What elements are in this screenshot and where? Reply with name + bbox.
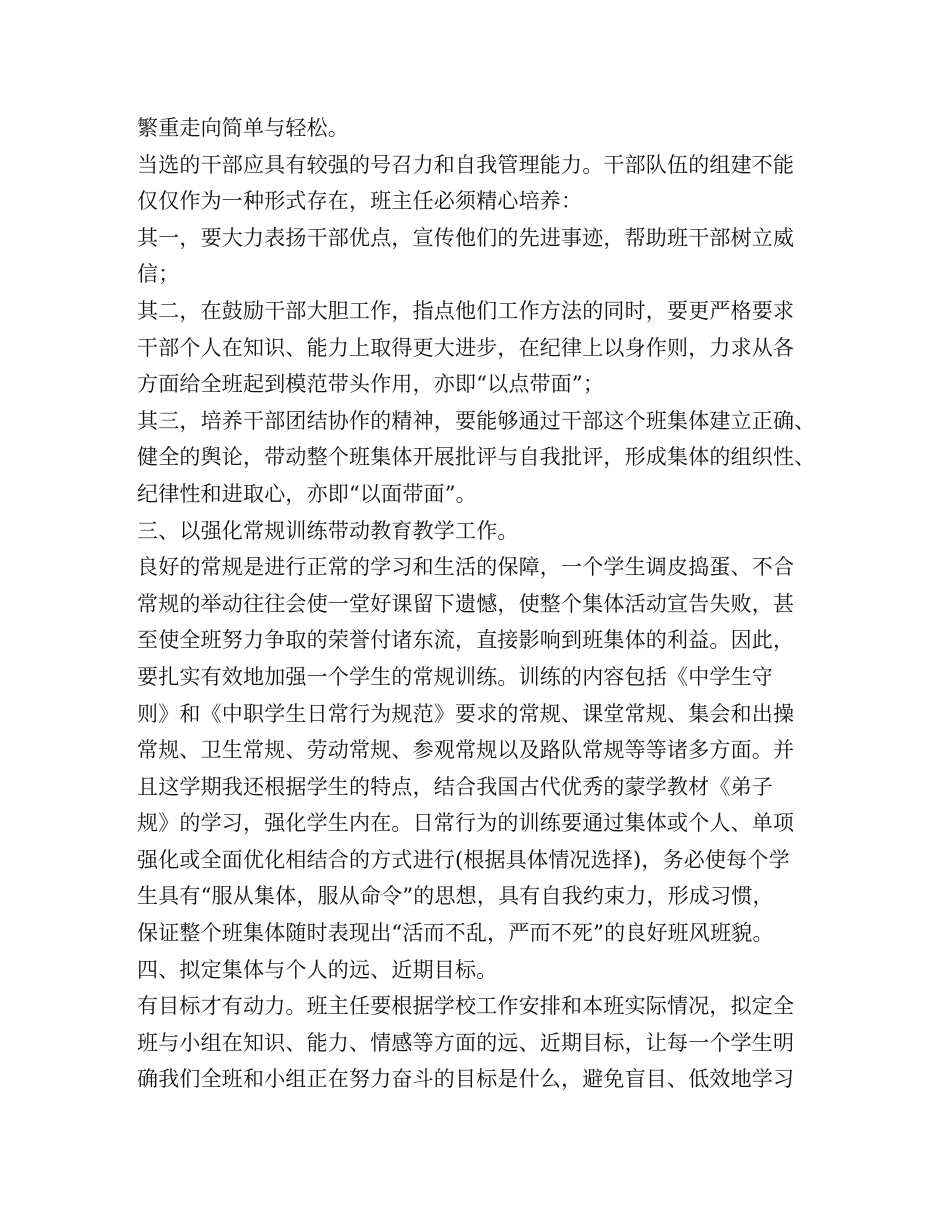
- text-line: 当选的干部应具有较强的号召力和自我管理能力。干部队伍的组建不能: [137, 152, 795, 177]
- text-line: 纪律性和进取心，亦即“以面带面”。: [137, 481, 477, 506]
- text-line: 其一，要大力表扬干部优点，宣传他们的先进事迹，帮助班干部树立威: [137, 225, 795, 250]
- text-line: 繁重走向简单与轻松。: [137, 116, 349, 140]
- text-line: 保证整个班集体随时表现出“活而不乱，严而不死”的良好班风班貌。: [137, 921, 774, 946]
- text-line: 规》的学习，强化学生内在。日常行为的训练要通过集体或个人、单项: [137, 811, 795, 836]
- text-line: 健全的舆论，带动整个班集体开展批评与自我批评，形成集体的组织性、: [137, 445, 816, 470]
- text-line: 至使全班努力争取的荣誉付诸东流，直接影响到班集体的利益。因此，: [137, 628, 795, 653]
- text-line: 仅仅作为一种形式存在，班主任必须精心培养：: [137, 189, 583, 214]
- text-line: 确我们全班和小组正在努力奋斗的目标是什么，避免盲目、低效地学习: [137, 1067, 795, 1092]
- document-body: [137, 110, 837, 1098]
- text-line: 方面给全班起到模范带头作用，亦即“以点带面”；: [137, 372, 605, 397]
- section-heading: 三、以强化常规训练带动教育教学工作。: [137, 518, 519, 543]
- text-line: 强化或全面优化相结合的方式进行(根据具体情况选择)，务必使每个学: [137, 847, 790, 872]
- text-line: 班与小组在知识、能力、情感等方面的远、近期目标，让每一个学生明: [137, 1030, 795, 1055]
- text-line: 其三，培养干部团结协作的精神，要能够通过干部这个班集体建立正确、: [137, 408, 816, 433]
- text-line: 信；: [137, 262, 180, 287]
- text-line: 生具有“服从集体，服从命令”的思想，具有自我约束力，形成习惯，: [137, 884, 774, 909]
- section-heading: 四、拟定集体与个人的远、近期目标。: [137, 957, 498, 982]
- text-line: 常规的举动往往会使一堂好课留下遗憾，使整个集体活动宣告失败，甚: [137, 591, 795, 616]
- text-line: 且这学期我还根据学生的特点，结合我国古代优秀的蒙学教材《弟子: [137, 774, 773, 799]
- text-line: 要扎实有效地加强一个学生的常规训练。训练的内容包括《中学生守: [137, 664, 773, 689]
- text-line: 干部个人在知识、能力上取得更大进步，在纪律上以身作则，力求从各: [137, 335, 795, 360]
- text-line: 良好的常规是进行正常的学习和生活的保障，一个学生调皮捣蛋、不合: [137, 555, 795, 580]
- text-line: 则》和《中职学生日常行为规范》要求的常规、课堂常规、集会和出操: [137, 701, 795, 726]
- text-line: 常规、卫生常规、劳动常规、参观常规以及路队常规等等诸多方面。并: [137, 738, 795, 763]
- text-line: 有目标才有动力。班主任要根据学校工作安排和本班实际情况，拟定全: [137, 994, 795, 1019]
- text-line: 其二，在鼓励干部大胆工作，指点他们工作方法的同时，要更严格要求: [137, 298, 795, 323]
